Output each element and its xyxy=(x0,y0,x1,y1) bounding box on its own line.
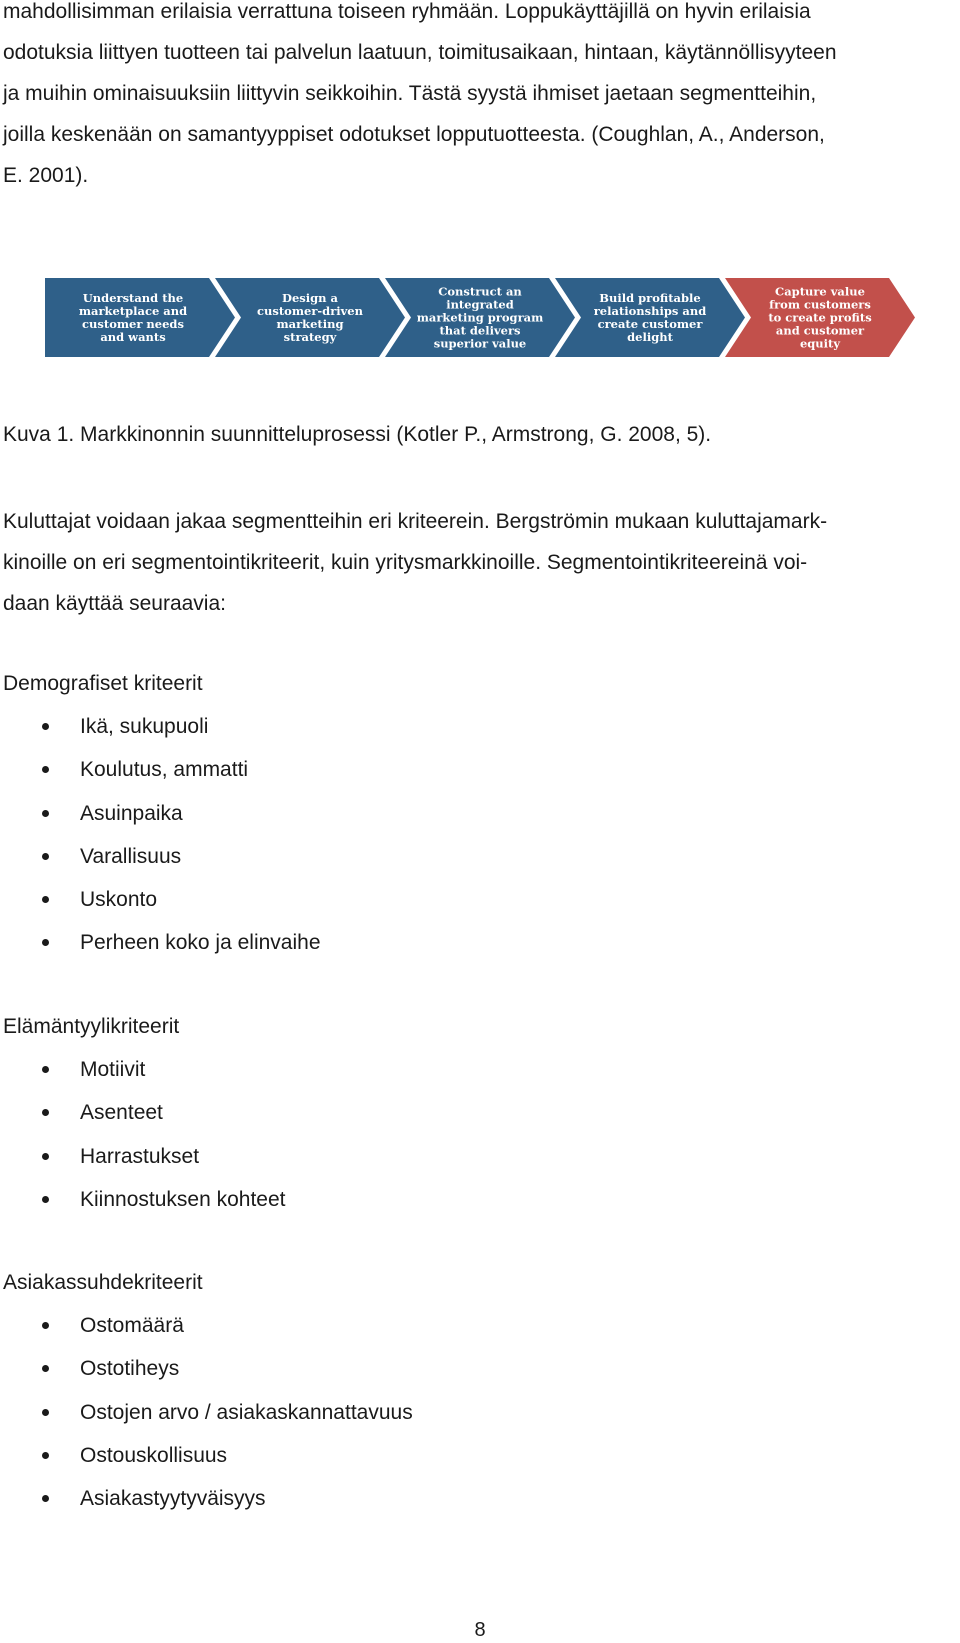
section-heading-demographic: Demografiset kriteerit xyxy=(3,672,203,695)
bullet-icon xyxy=(42,896,49,903)
customer-relationship-criteria-list xyxy=(0,1311,413,1527)
bullet-icon xyxy=(42,1322,49,1329)
process-step-label-line: delight xyxy=(627,330,673,344)
process-step-label-line: create customer xyxy=(597,317,703,331)
process-step-label-line: customer-driven xyxy=(257,304,363,318)
section-heading-lifestyle: Elämäntyylikriteerit xyxy=(3,1015,180,1038)
process-step-label-line: marketing program xyxy=(416,310,544,325)
process-step-label-line: to create profits xyxy=(768,310,872,325)
list-item-label: Uskonto xyxy=(80,888,158,912)
bullet-icon xyxy=(42,810,49,817)
list-item xyxy=(0,928,321,971)
list-item-label: Asenteet xyxy=(80,1101,163,1125)
list-item xyxy=(0,885,321,928)
list-item-label: Harrastukset xyxy=(80,1144,200,1168)
bullet-icon xyxy=(42,939,49,946)
process-step-label-line: Build profitable xyxy=(599,291,701,305)
list-item xyxy=(0,1354,413,1397)
list-item-label: Perheen koko ja elinvaihe xyxy=(80,931,321,955)
paragraph-line: odotuksia liittyen tuotteen tai palvelun laatuun, toimitusaikaan, hintaan, käytännöllisyyteen xyxy=(3,41,837,64)
paragraph-line: daan käyttää seuraavia: xyxy=(3,592,226,615)
process-step-label-line: strategy xyxy=(283,330,337,344)
bullet-icon xyxy=(42,766,49,773)
process-step-label-line: equity xyxy=(799,336,841,351)
intro-paragraph xyxy=(3,0,953,196)
list-item-label: Ostotiheys xyxy=(80,1357,180,1381)
process-step-label-line: from customers xyxy=(769,297,871,312)
paragraph-line: Kuluttajat voidaan jakaa segmentteihin eri kriteerein. Bergströmin mukaan kuluttajamark- xyxy=(3,510,828,533)
list-item xyxy=(0,755,321,798)
bullet-icon xyxy=(42,1409,49,1416)
process-step-label-line: Understand the xyxy=(82,291,184,305)
process-step-label-line: Construct an xyxy=(438,284,522,299)
list-item-label: Asiakastyytyväisyys xyxy=(80,1487,266,1511)
list-item-label: Ostojen arvo / asiakaskannattavuus xyxy=(80,1400,413,1424)
process-step-label-line: and customer xyxy=(775,323,865,338)
process-step-label-line: customer needs xyxy=(82,317,184,331)
process-step-label-line: relationships and xyxy=(593,304,707,318)
list-item xyxy=(0,1098,285,1141)
process-step-label-line: and wants xyxy=(100,330,166,344)
bullet-icon xyxy=(42,1452,49,1459)
list-item-label: Varallisuus xyxy=(80,844,182,868)
list-item-label: Ostomäärä xyxy=(80,1314,184,1337)
list-item xyxy=(0,1398,413,1441)
page-number: 8 xyxy=(474,1619,486,1641)
list-item-label: Asuinpaika xyxy=(80,801,183,825)
bullet-icon xyxy=(42,1153,49,1160)
list-item xyxy=(0,1142,285,1185)
bullet-icon xyxy=(42,1495,49,1502)
lifestyle-criteria-list xyxy=(0,1055,285,1228)
list-item xyxy=(0,712,321,755)
figure-caption xyxy=(3,414,953,455)
bullet-icon xyxy=(42,1066,49,1073)
process-step-label-line: marketplace and xyxy=(78,304,188,318)
paragraph-line: kinoille on eri segmentointikriteerit, kuin yritysmarkkinoille. Segmentointikriteereinä voi- xyxy=(3,551,808,574)
figure-caption-text: Kuva 1. Markkinonnin suunnitteluprosessi (Kotler P., Armstrong, G. 2008, 5). xyxy=(3,423,712,446)
list-item xyxy=(0,1441,413,1484)
list-item xyxy=(0,799,321,842)
paragraph-line: mahdollisimman erilaisia verrattuna toiseen ryhmään. Loppukäyttäjillä on hyvin erilaisia xyxy=(3,0,811,23)
list-item-label: Motiivit xyxy=(80,1058,146,1081)
bullet-icon xyxy=(42,853,49,860)
paragraph-line: ja muihin ominaisuuksiin liittyvin seikkoihin. Tästä syystä ihmiset jaetaan segmentteihin, xyxy=(3,82,817,105)
process-chevrons xyxy=(45,278,917,357)
process-step-label-line: superior value xyxy=(433,336,527,351)
list-item-label: Kiinnostuksen kohteet xyxy=(80,1187,286,1211)
list-item xyxy=(0,1055,285,1098)
list-item xyxy=(0,1185,285,1228)
list-item-label: Ostouskollisuus xyxy=(80,1443,228,1467)
list-item-label: Ikä, sukupuoli xyxy=(80,715,209,738)
process-step-label-line: Design a xyxy=(282,291,338,305)
paragraph-line: E. 2001). xyxy=(3,164,89,187)
body-paragraph xyxy=(3,501,953,624)
list-item xyxy=(0,842,321,885)
bullet-icon xyxy=(42,723,49,730)
process-step-label-line: Capture value xyxy=(775,284,865,299)
bullet-icon xyxy=(42,1196,49,1203)
list-item xyxy=(0,1311,413,1354)
bullet-icon xyxy=(42,1365,49,1372)
demographic-criteria-list xyxy=(0,712,321,972)
process-step-label-line: that delivers xyxy=(439,323,521,338)
list-item xyxy=(0,1484,413,1527)
bullet-icon xyxy=(42,1109,49,1116)
section-heading-customer-relationship: Asiakassuhdekriteerit xyxy=(3,1271,203,1294)
paragraph-line: joilla keskenään on samantyyppiset odotukset lopputuotteesta. (Coughlan, A., Anderson, xyxy=(3,123,825,146)
process-step-label-line: integrated xyxy=(446,297,514,312)
process-step-label-line: marketing xyxy=(276,317,344,331)
marketing-process-diagram xyxy=(45,278,917,357)
list-item-label: Koulutus, ammatti xyxy=(80,758,249,782)
